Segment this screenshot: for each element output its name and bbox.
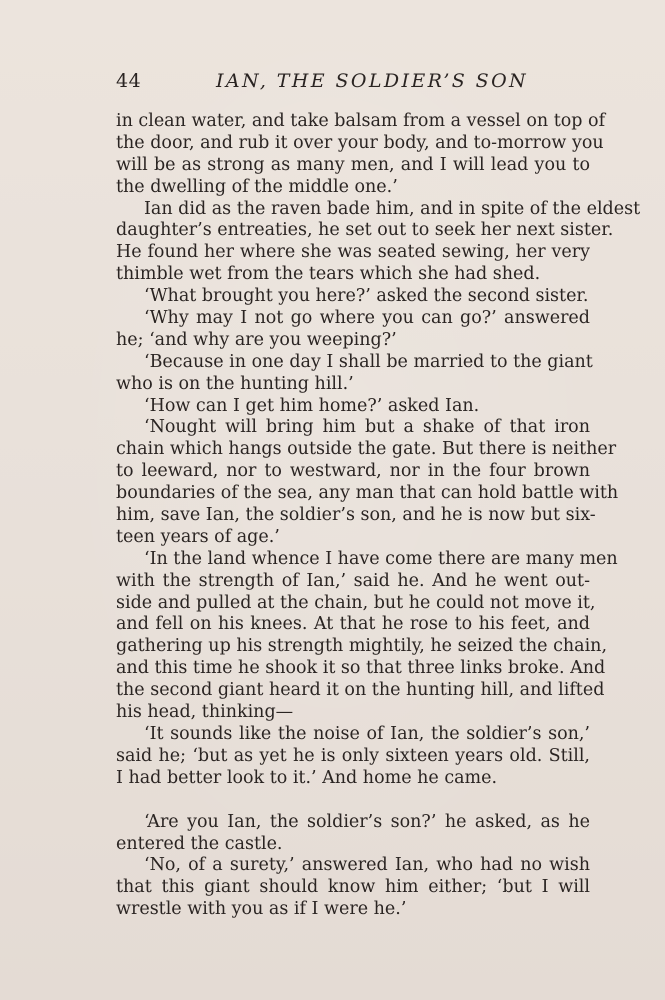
- text-line: ‘Why may I not go where you can go?’ answered: [144, 308, 590, 329]
- section-break: [116, 790, 590, 812]
- text-line: side and pulled at the chain, but he could not move it,: [116, 592, 596, 613]
- text-line: who is on the hunting hill.’: [116, 373, 354, 394]
- text-line: chain which hangs outside the gate. But there is neither: [116, 439, 617, 460]
- text-line: ‘Because in one day I shall be married to the giant: [144, 351, 593, 372]
- text-line: the dwelling of the middle one.’: [116, 176, 398, 197]
- text-line: He found her where she was seated sewing, her very: [116, 242, 590, 263]
- text-line: with the strength of Ian,’ said he. And he went out-: [116, 570, 590, 591]
- text-line: said he; ‘but as yet he is only sixteen years old. Still,: [116, 745, 590, 766]
- text-line: boundaries of the sea, any man that can hold battle with: [116, 483, 619, 504]
- text-line: he; ‘and why are you weeping?’: [116, 329, 397, 350]
- text-line: will be as strong as many men, and I will lead you to: [116, 154, 590, 175]
- text-line: that this giant should know him either; ‘but I will: [116, 877, 590, 898]
- running-title: IAN, THE SOLDIER’S SON: [216, 70, 529, 92]
- text-line: ‘How can I get him home?’ asked Ian.: [144, 395, 480, 416]
- text-line: his head, thinking—: [116, 702, 294, 723]
- page-header: [116, 70, 590, 96]
- text-line: and this time he shook it so that three links broke. And: [116, 658, 606, 679]
- text-line: to leeward, nor to westward, nor in the four brown: [116, 461, 590, 482]
- text-line: wrestle with you as if I were he.’: [116, 899, 407, 920]
- text-line: him, save Ian, the soldier’s son, and he is now but six-: [116, 505, 596, 526]
- text-line: thimble wet from the tears which she had shed.: [116, 264, 541, 285]
- text-line: in clean water, and take balsam from a vessel on top of: [116, 111, 606, 131]
- text-line: ‘It sounds like the noise of Ian, the soldier’s son,’: [144, 723, 590, 744]
- text-line: ‘No, of a surety,’ answered Ian, who had no wish: [144, 855, 590, 876]
- text-line: Ian did as the raven bade him, and in spite of the eldest: [144, 198, 641, 219]
- text-line: and fell on his knees. At that he rose to his feet, and: [116, 614, 590, 635]
- text-line: I had better look to it.’ And home he came.: [116, 767, 498, 788]
- text-line: the door, and rub it over your body, and to-morrow you: [116, 132, 604, 153]
- text-line: ‘What brought you here?’ asked the second sister.: [144, 286, 589, 307]
- text-line: the second giant heard it on the hunting hill, and lifted: [116, 680, 605, 701]
- text-line: ‘Are you Ian, the soldier’s son?’ he asked, as he: [144, 811, 590, 832]
- text-line: teen years of age.’: [116, 526, 280, 547]
- text-line: entered the castle.: [116, 833, 283, 854]
- page-number: 44: [116, 70, 142, 92]
- text-line: ‘Nought will bring him but a shake of that iron: [144, 417, 590, 438]
- text-line: daughter’s entreaties, he set out to seek her next sister.: [116, 220, 614, 241]
- body-text: [116, 111, 641, 921]
- text-line: gathering up his strength mightily, he seized the chain,: [116, 636, 608, 657]
- text-line: ‘In the land whence I have come there are many men: [144, 548, 618, 569]
